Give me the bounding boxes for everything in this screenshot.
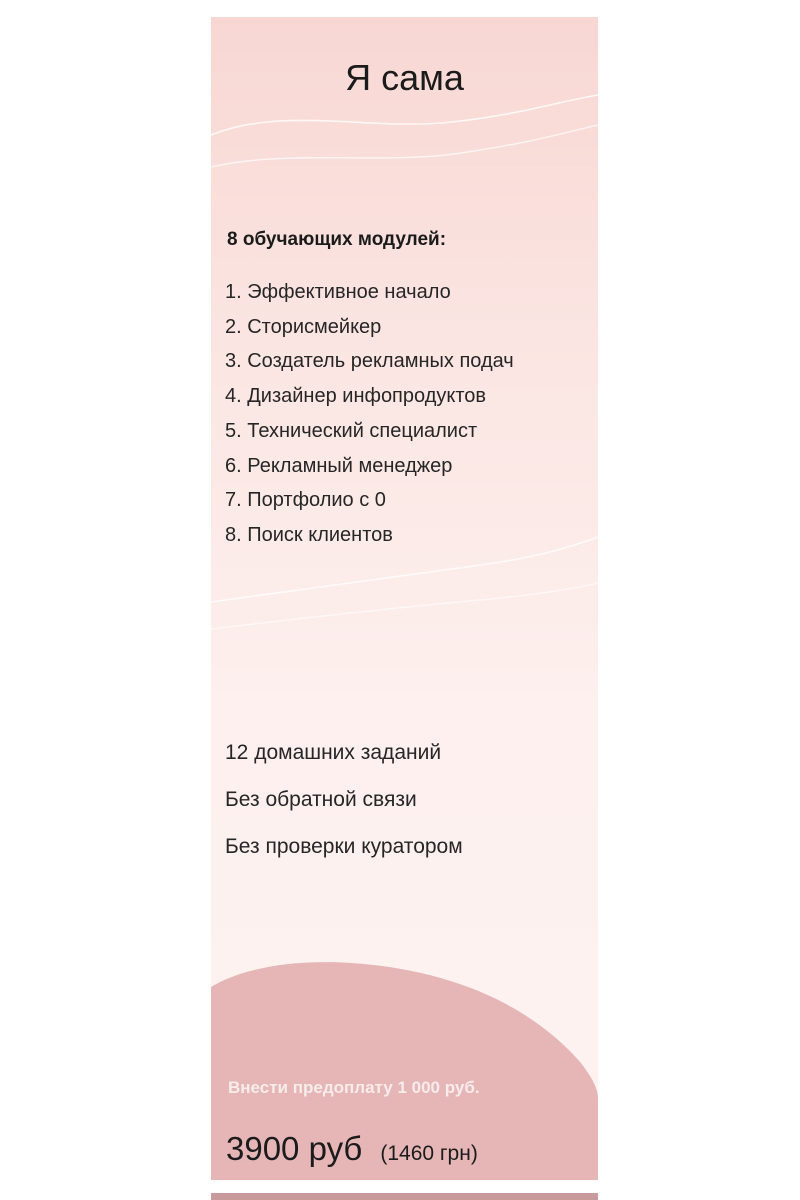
- list-item: 6. Рекламный менеджер: [225, 454, 453, 477]
- list-item: 5. Технический специалист: [225, 419, 478, 442]
- list-item: 2. Сторисмейкер: [225, 315, 382, 338]
- list-item: 8. Поиск клиентов: [225, 523, 393, 546]
- list-item: 1. Эффективное начало: [225, 281, 451, 303]
- plan-card: [211, 17, 598, 1180]
- price: 3900 руб: [226, 1130, 363, 1167]
- feature-item: 12 домашних заданий: [225, 741, 442, 764]
- prepay-link[interactable]: Внести предоплату 1 000 руб.: [228, 1078, 480, 1097]
- list-item: 3. Создатель рекламных подач: [225, 350, 514, 373]
- price-row: [226, 1130, 478, 1168]
- modules-list: [225, 275, 514, 553]
- feature-item: Без проверки куратором: [225, 835, 463, 858]
- price-alt-currency: (1460 грн): [380, 1142, 478, 1165]
- plan-title: Я сама: [345, 57, 464, 98]
- features-list: [225, 729, 463, 870]
- modules-heading: 8 обучающих модулей:: [227, 229, 447, 250]
- feature-item: Без обратной связи: [225, 788, 417, 811]
- price-background: [211, 17, 598, 1180]
- list-item: 7. Портфолио с 0: [225, 489, 386, 512]
- list-item: 4. Дизайнер инфопродуктов: [225, 385, 487, 408]
- next-card-edge: [211, 1193, 598, 1200]
